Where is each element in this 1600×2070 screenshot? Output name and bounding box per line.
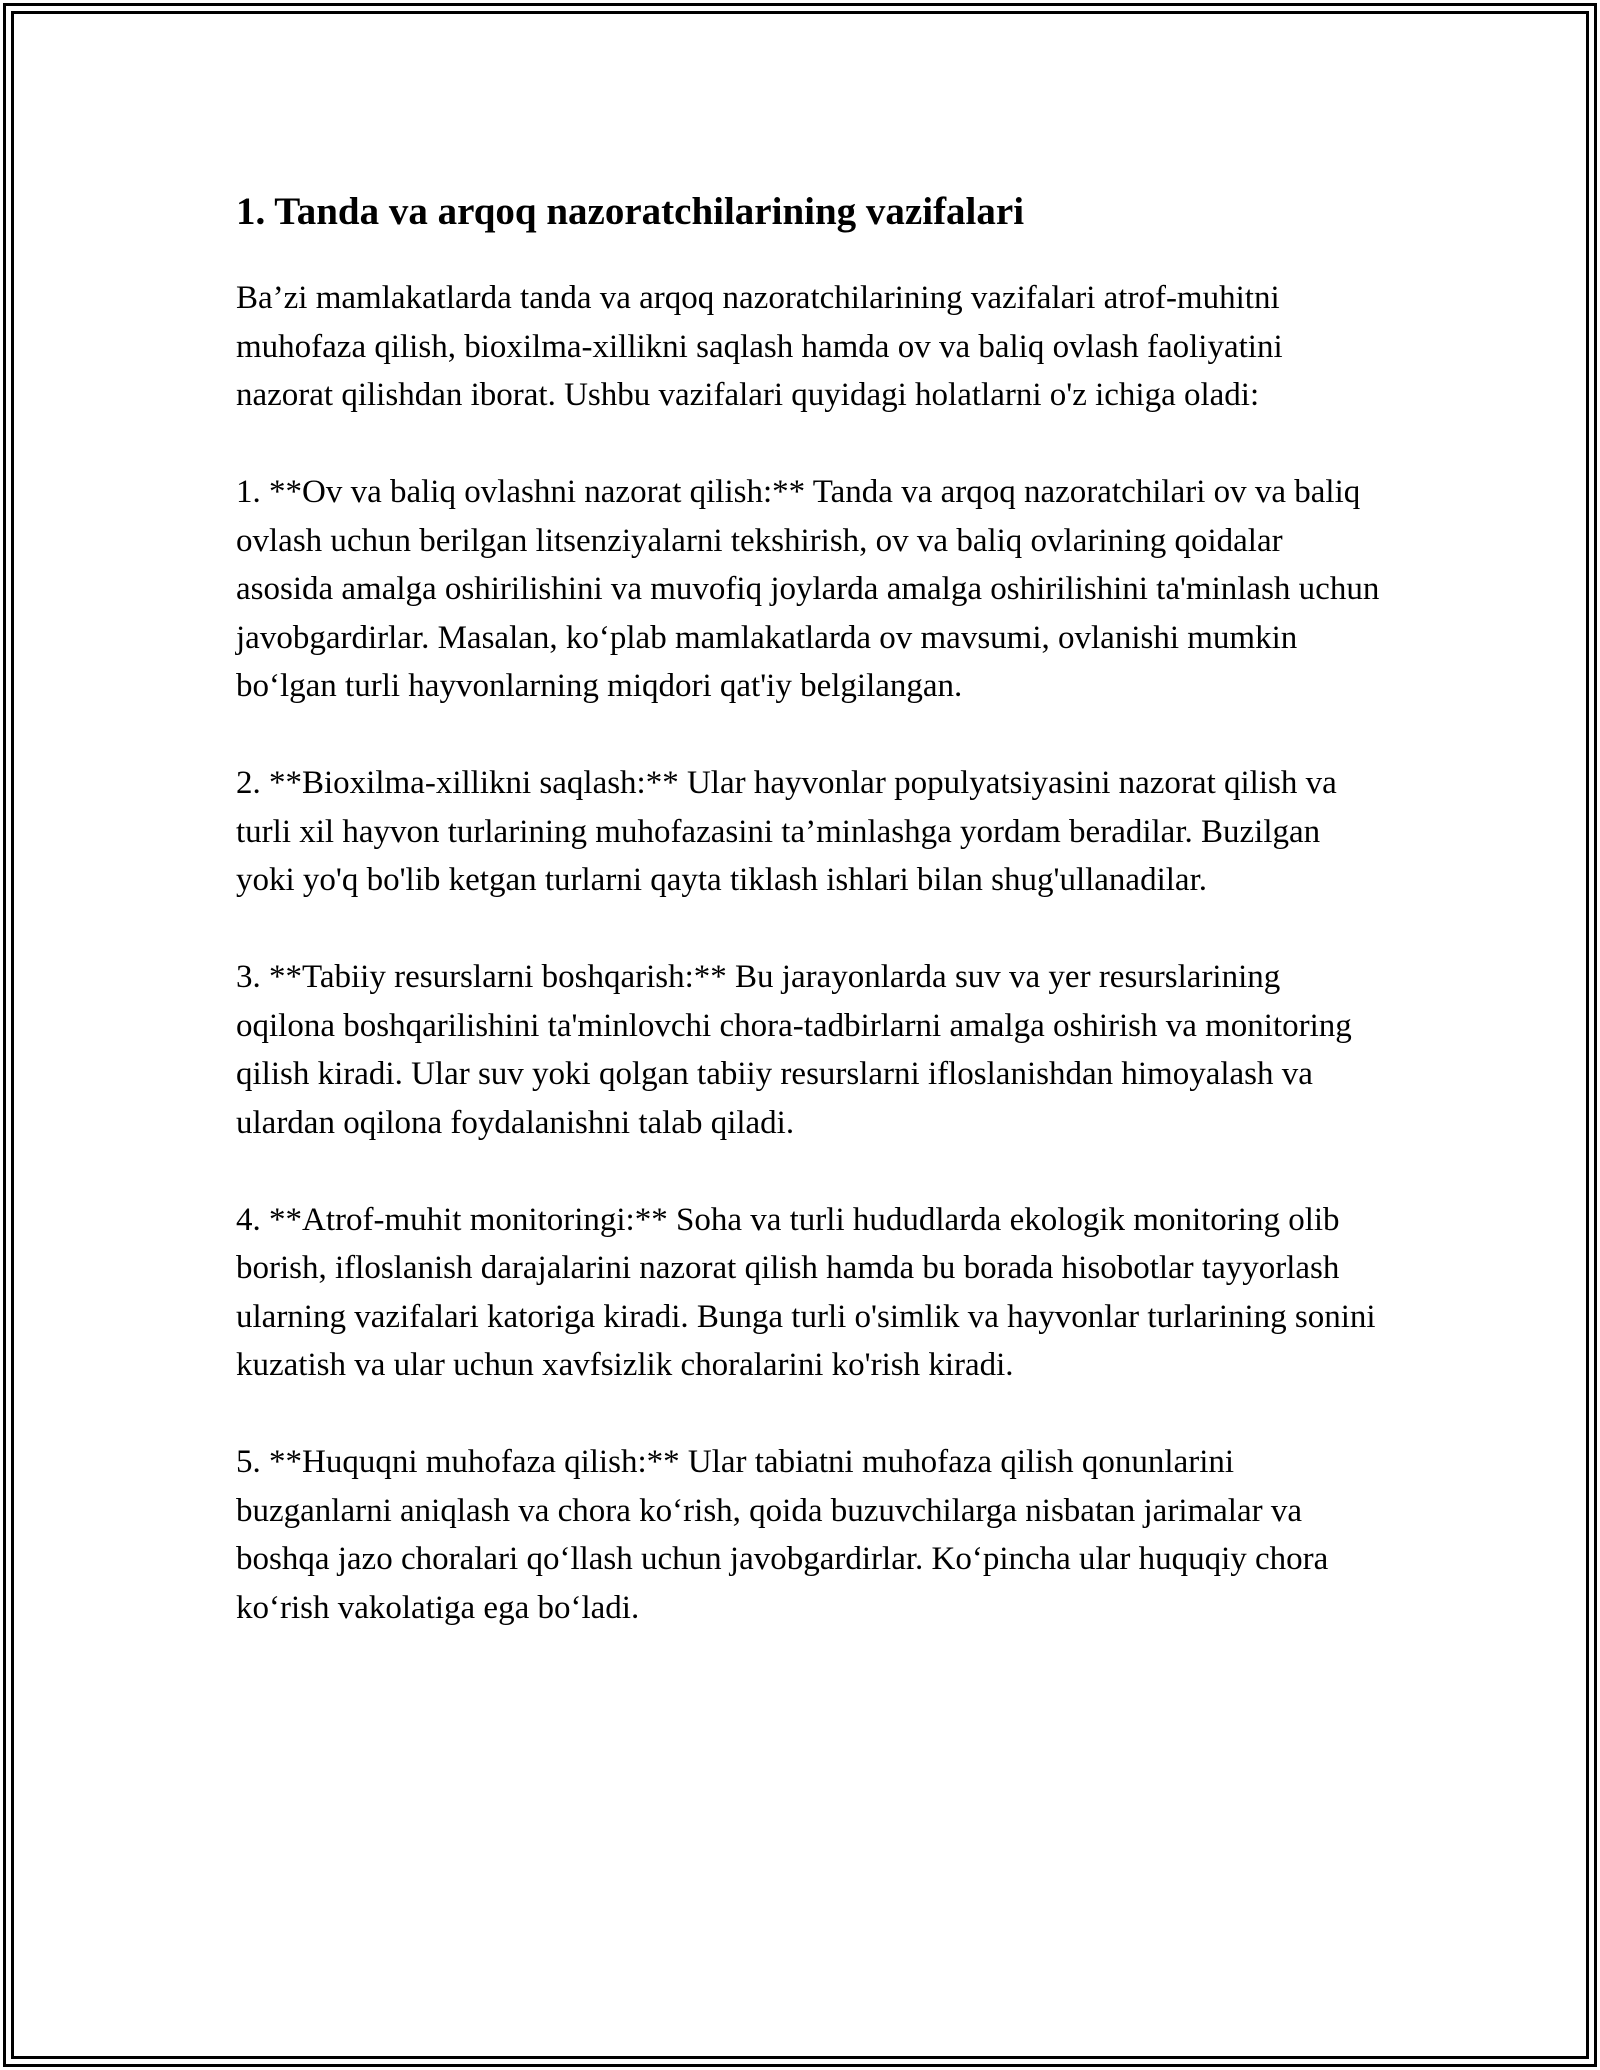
list-item-5: 5. **Huquqni muhofaza qilish:** Ular tabiatni muhofaza qilish qonunlarini buzganlarni aniqlash va chora koʻrish, qoida buzuvchilarga nisbatan jarimalar va boshqa jazo choralari qoʻllash uchun javobgardirlar. Koʻpincha ular huquqiy chora koʻrish vakolatiga ega boʻladi. (236, 1444, 1329, 1626)
list-item-3: 3. **Tabiiy resurslarni boshqarish:** Bu jarayonlarda suv va yer resurslarining oqilona boshqarilishini ta'minlovchi chora-tadbirlarni amalga oshirish va monitoring qilish kiradi. Ular suv yoki qolgan tabiiy resurslarni ifloslanishdan himoyalash va ulardan oqilona foydalanishni talab qiladi. (236, 959, 1352, 1141)
intro-paragraph: Ba’zi mamlakatlarda tanda va arqoq nazoratchilarining vazifalari atrof-muhitni muhofaza qilish, bioxilma-xillikni saqlash hamda ov va baliq ovlash faoliyatini nazorat qilishdan iborat. Ushbu vazifalari quyidagi holatlarni o'z ichiga oladi: (236, 280, 1283, 413)
document-body (236, 186, 1386, 1681)
list-item-4: 4. **Atrof-muhit monitoringi:** Soha va turli hududlarda ekologik monitoring olib borish, ifloslanish darajalarini nazorat qilish hamda bu borada hisobotlar tayyorlash ularning vazifalari katoriga kiradi. Bunga turli o'simlik va hayvonlar turlarining sonini kuzatish va ular uchun xavfsizlik choralarini ko'rish kiradi. (236, 1201, 1376, 1383)
document-title: 1. Tanda va arqoq nazoratchilarining vazifalari (236, 190, 1025, 233)
list-item-2: 2. **Bioxilma-xillikni saqlash:** Ular hayvonlar populyatsiyasini nazorat qilish va turli xil hayvon turlarining muhofazasini ta’minlashga yordam beradilar. Buzilgan yoki yo'q bo'lib ketgan turlarni qayta tiklash ishlari bilan shug'ullanadilar. (236, 765, 1337, 898)
list-item-1: 1. **Ov va baliq ovlashni nazorat qilish:** Tanda va arqoq nazoratchilari ov va baliq ovlash uchun berilgan litsenziyalarni tekshirish, ov va baliq ovlarining qoidalar asosida amalga oshirilishini va muvofiq joylarda amalga oshirilishini ta'minlash uchun javobgardirlar. Masalan, koʻplab mamlakatlarda ov mavsumi, ovlanishi mumkin boʻlgan turli hayvonlarning miqdori qat'iy belgilangan. (236, 474, 1380, 704)
